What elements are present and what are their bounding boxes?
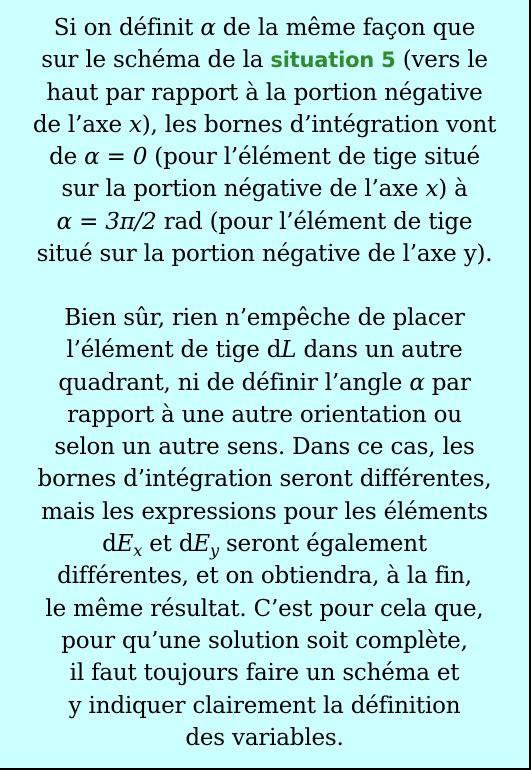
text-line	[8, 334, 521, 366]
text-line: le même résultat. C’est pour cela que,	[45, 595, 484, 622]
math-subscript-x: x	[133, 540, 143, 560]
text-line: y indiquer clairement la définition	[68, 692, 461, 719]
text-line: des variables.	[185, 724, 344, 751]
text-line: haut par rapport à la portion négative	[46, 79, 483, 106]
text: ) à	[438, 176, 468, 203]
text: (vers le	[395, 47, 488, 74]
text: ), les bornes d’intégration vont	[141, 111, 497, 138]
text: d	[102, 531, 117, 558]
math-alpha: α	[200, 15, 216, 41]
text-line	[8, 206, 521, 238]
math-E: E	[116, 531, 134, 558]
text: dans un autre	[296, 337, 463, 364]
text-line	[8, 173, 521, 205]
text-line	[8, 109, 521, 141]
text-line: selon un autre sens. Dans ce cas, les	[54, 434, 475, 461]
text: de l’axe	[32, 111, 129, 138]
text: (pour l’élément de tige situé	[147, 144, 480, 171]
math-alpha: α	[409, 369, 425, 396]
text-line: différentes, et on obtiendra, à la fin,	[57, 563, 472, 590]
text-line	[8, 12, 521, 44]
text-line: situé sur la portion négative de l’axe y).	[36, 241, 493, 268]
text-line: rapport à une autre orientation ou	[67, 401, 462, 428]
math-subscript-y: y	[209, 540, 219, 560]
text-line: Bien sûr, rien n’empêche de placer	[64, 305, 465, 331]
text-line	[8, 141, 521, 173]
text: sur la portion négative de l’axe	[61, 176, 426, 203]
text-line: bornes d’intégration seront différentes,	[37, 466, 492, 493]
text-line	[8, 367, 521, 399]
paragraph-alternative-definitions	[8, 302, 521, 754]
text-line: il faut toujours faire un schéma et	[69, 660, 460, 687]
math-alpha-zero: α = 0	[84, 144, 148, 171]
math-x: x	[425, 176, 439, 203]
math-E: E	[193, 531, 210, 558]
text-line	[8, 528, 521, 560]
text: de la même façon que	[215, 15, 476, 41]
text: Si on définit	[53, 15, 201, 41]
text: seront également	[218, 531, 427, 558]
text-line: mais les expressions pour les éléments	[41, 498, 488, 525]
text-line	[8, 44, 521, 76]
text: sur le schéma de la	[41, 47, 271, 74]
text: l’élément de tige d	[66, 337, 282, 364]
math-x: x	[129, 111, 142, 138]
situation-reference-highlight: situation 5	[270, 48, 396, 73]
math-L: L	[281, 337, 297, 364]
text: quadrant, ni de définir l’angle	[58, 369, 410, 396]
text: rad (pour l’élément de tige	[156, 208, 473, 235]
math-alpha-three-pi-over-two: α = 3π/2	[56, 208, 157, 235]
text: par	[424, 369, 471, 396]
text: de	[49, 144, 85, 171]
paragraph-bounds-definition	[8, 12, 521, 270]
text: et d	[142, 531, 194, 558]
text-line: pour qu’une solution soit complète,	[61, 627, 468, 654]
